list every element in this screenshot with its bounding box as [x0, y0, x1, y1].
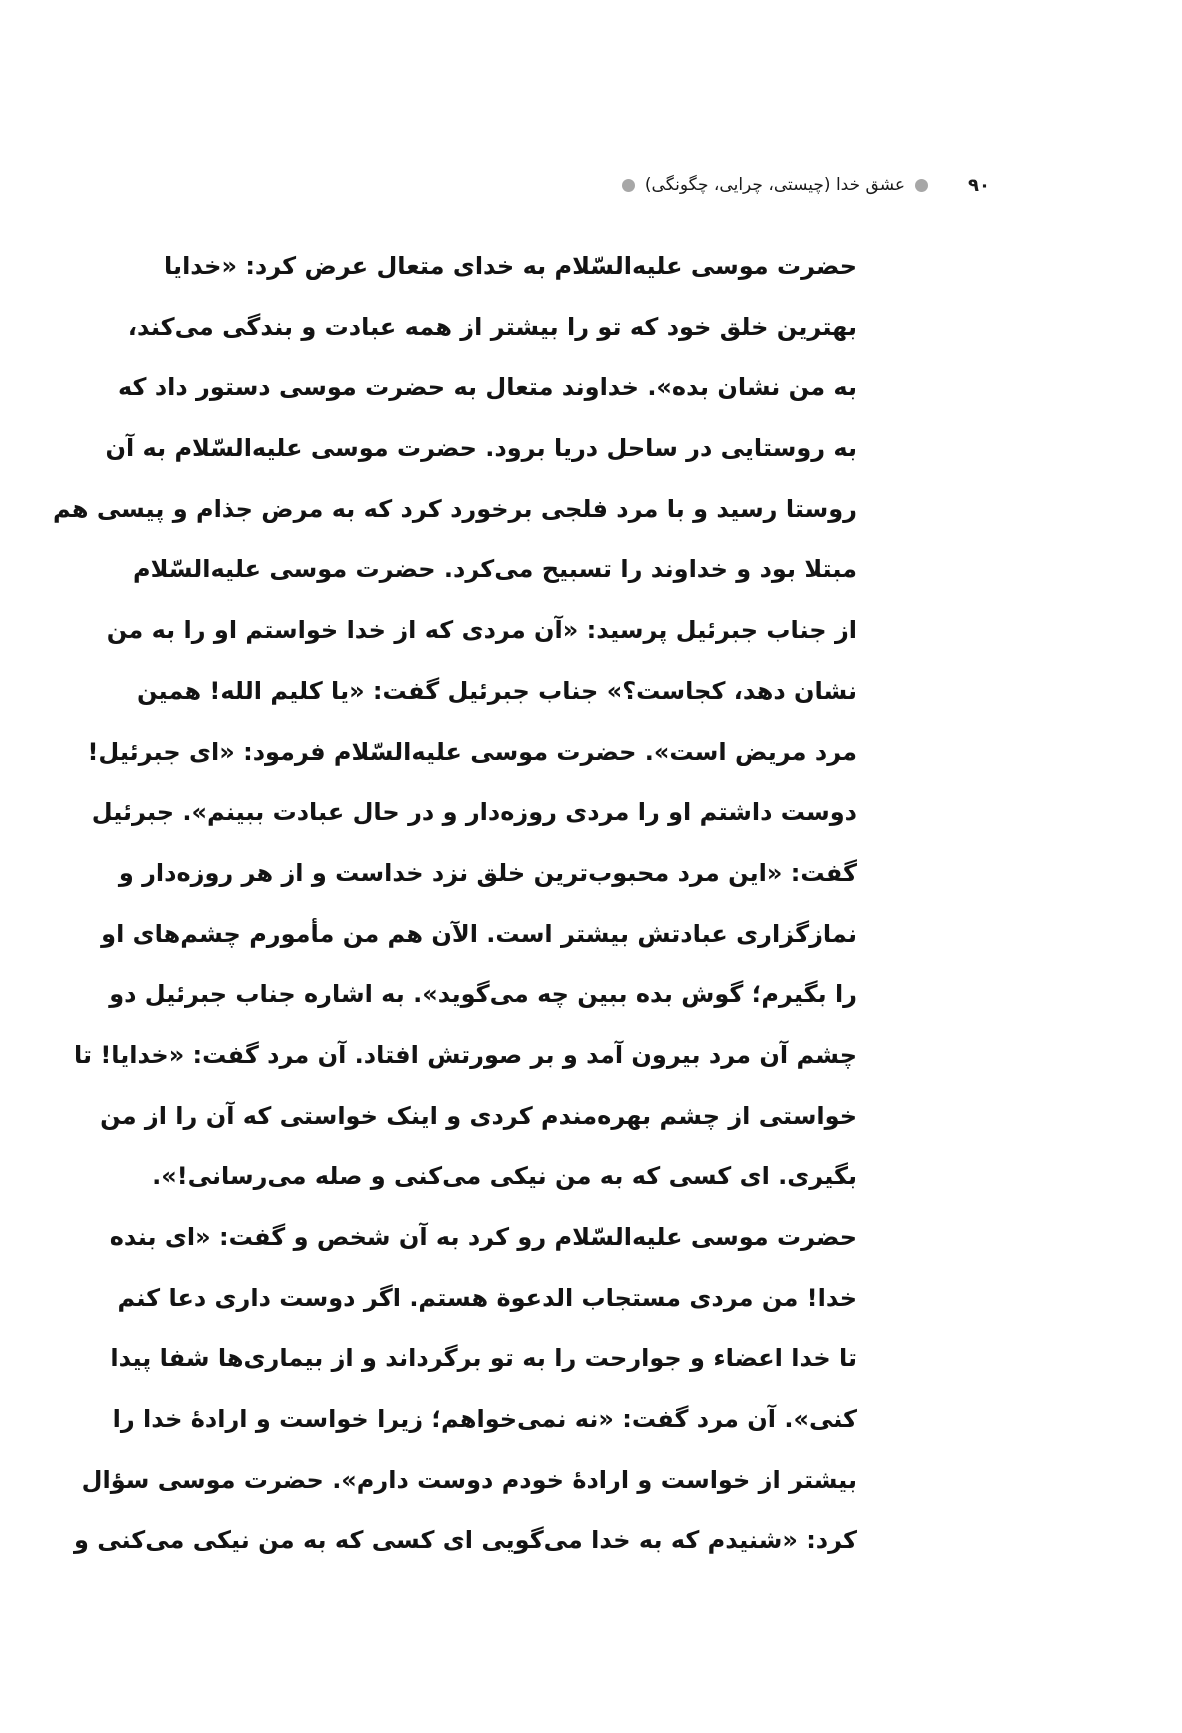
text-line: بگیری. ای کسی که به من نیکی می‌کنی و صله می‌رسانی!». — [152, 1162, 857, 1191]
text-line: خدا! من مردی مستجاب الدعوة هستم. اگر دوست داری دعا کنم — [117, 1283, 857, 1312]
running-header — [560, 168, 990, 202]
text-line: گفت: «این مرد محبوب‌ترین خلق نزد خداست و از هر روزه‌دار و — [118, 858, 857, 887]
text-line: مرد مریض است». حضرت موسی علیه‌السّلام فرمود: «ای جبرئیل! — [87, 737, 857, 766]
text-line: به روستایی در ساحل دریا برود. حضرت موسی علیه‌السّلام به آن — [105, 434, 857, 463]
text-line: کرد: «شنیدم که به خدا می‌گویی ای کسی که به من نیکی می‌کنی و — [73, 1526, 857, 1555]
bullet-icon — [915, 179, 928, 192]
bullet-icon — [622, 179, 635, 192]
text-line: بهترین خلق خود که تو را بیشتر از همه عبادت و بندگی می‌کند، — [127, 312, 857, 341]
text-line: تا خدا اعضاء و جوارحت را به تو برگرداند و از بیماری‌ها شفا پیدا — [110, 1344, 857, 1373]
body-text — [53, 236, 857, 1571]
text-line: کنی». آن مرد گفت: «نه نمی‌خواهم؛ زیرا خواست و ارادهٔ خدا را — [112, 1405, 857, 1434]
text-line: دوست داشتم او را مردی روزه‌دار و در حال عبادت ببینم». جبرئیل — [91, 798, 857, 827]
text-line: حضرت موسی علیه‌السّلام به خدای متعال عرض کرد: «خدایا — [164, 252, 857, 280]
page-number: ۹۰ — [968, 174, 990, 196]
text-line: خواستی از چشم بهره‌مندم کردی و اینک خواستی که آن را از من — [100, 1101, 857, 1130]
text-line: روستا رسید و با مرد فلجی برخورد کرد که به مرض جذام و پیسی هم — [53, 494, 857, 523]
text-line: حضرت موسی علیه‌السّلام رو کرد به آن شخص و گفت: «ای بنده — [109, 1223, 857, 1251]
text-line: چشم آن مرد بیرون آمد و بر صورتش افتاد. آن مرد گفت: «خدایا! تا — [73, 1040, 857, 1069]
text-line: مبتلا بود و خداوند را تسبیح می‌کرد. حضرت موسی علیه‌السّلام — [133, 555, 857, 584]
text-line: نمازگزاری عبادتش بیشتر است. الآن هم من مأمورم چشم‌های او — [101, 919, 857, 948]
text-line: از جناب جبرئیل پرسید: «آن مردی که از خدا خواستم او را به من — [106, 616, 857, 645]
running-title: عشق خدا (چیستی، چرایی، چگونگی) — [644, 175, 906, 195]
text-line: بیشتر از خواست و ارادهٔ خودم دوست دارم». حضرت موسی سؤال — [81, 1465, 857, 1494]
text-line: نشان دهد، کجاست؟» جناب جبرئیل گفت: «یا کلیم الله! همین — [136, 676, 857, 705]
text-line: را بگیرم؛ گوش بده ببین چه می‌گوید». به اشاره جناب جبرئیل دو — [109, 980, 857, 1009]
text-line: به من نشان بده». خداوند متعال به حضرت موسی دستور داد که — [117, 373, 857, 402]
